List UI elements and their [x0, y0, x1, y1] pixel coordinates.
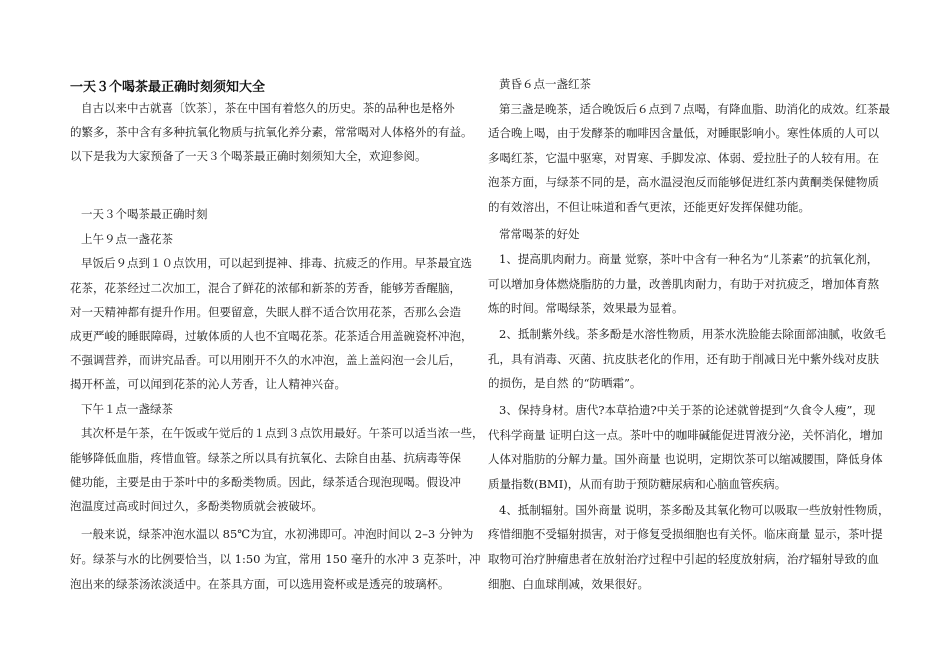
paragraph-line: 细胞、白血球削减，效果很好。 — [488, 577, 649, 591]
paragraph-line: 其次杯是午茶，在午饭或午觉后的１点到３点饮用最好。午茶可以适当浓一些， — [81, 426, 484, 440]
paragraph-line: 成更严峻的睡眠障碍，过敏体质的人也不宜喝花茶。花茶适合用盖碗瓷杯冲泡， — [70, 329, 473, 343]
paragraph-line: 泡出来的绿茶汤浓淡适中。在茶具方面，可以选用瓷杯或是透亮的玻璃杯。 — [70, 577, 450, 591]
document-title: 一天３个喝茶最正确时刻须知大全 — [70, 80, 266, 95]
paragraph-line: 早饭后９点到１０点饮用，可以起到提神、排毒、抗疲乏的作用。早茶最宜选 — [81, 256, 472, 270]
paragraph-line: 质量指数(BMI)，从而有助于预防糖尿病和心脑血管疾病。 — [488, 477, 787, 491]
paragraph-line: 炼的时间。常喝绿茶，效果最为显着。 — [488, 301, 684, 315]
paragraph-line: 以下是我为大家预备了一天３个喝茶最正确时刻须知大全，欢迎参阅。 — [70, 149, 427, 163]
paragraph-line: 人体对脂肪的分解力量。国外商量 也说明，定期饮茶可以缩减腰围，降低身体 — [488, 452, 883, 466]
paragraph-line: 花茶，花茶经过二次加工，混合了鲜花的浓郁和新茶的芳香，能够芳香醒脑， — [70, 281, 461, 295]
paragraph-line: 4、抵制辐射。国外商量 说明，茶多酚及其氧化物可以吸取一些放射性物质， — [499, 503, 890, 517]
paragraph-line: 适合晚上喝，由于发酵茶的咖啡因含量低，对睡眠影响小。寒性体质的人可以 — [488, 126, 879, 140]
paragraph-line: 可以增加身体燃烧脂肪的力量，改善肌肉耐力，有助于对抗疲乏，增加体育熬 — [488, 277, 879, 291]
paragraph-line: 1、提高肌肉耐力。商量 觉察，茶叶中含有一种名为“儿茶素”的抗氧化剂， — [499, 252, 879, 266]
subsection-heading: 下午１点一盏绿茶 — [81, 402, 173, 416]
subsection-heading: 上午９点一盏花茶 — [81, 232, 173, 246]
paragraph-line: 第三盏是晚茶，适合晚饭后６点到７点喝，有降血脂、助消化的成效。红茶最 — [499, 102, 890, 116]
paragraph-line: 一般来说，绿茶冲泡水温以 85℃为宜，水初沸即可。冲泡时间以 2–3 分钟为 — [81, 527, 474, 541]
paragraph-line: 揭开杯盖，可以闻到花茶的沁人芳香，让人精神兴奋。 — [70, 377, 346, 391]
paragraph-line: 泡茶方面，与绿茶不同的是，高水温浸泡反而能够促进红茶内黄酮类保健物质 — [488, 175, 879, 189]
paragraph-line: 疼惜细胞不受辐射损害，对于修复受损细胞也有关怀。临床商量 显示，茶叶提 — [488, 527, 883, 541]
paragraph-line: 的损伤，是自然 的“防晒霜”。 — [488, 376, 642, 390]
paragraph-line: 自古以来中古就喜〔饮茶〕，茶在中国有着悠久的历史。茶的品种也是格外 — [81, 101, 455, 115]
paragraph-line: 取物可治疗肿瘤患者在放射治疗过程中引起的轻度放射病，治疗辐射导致的血 — [488, 552, 879, 566]
section-heading: 一天３个喝茶最正确时刻 — [81, 207, 208, 221]
paragraph-line: 能够降低血脂，疼惜血管。绿茶之所以具有抗氧化、去除自由基、抗病毒等保 — [70, 451, 461, 465]
paragraph-line: 3、保持身材。唐代?本草拾遗?中关于茶的论述就曾提到“久食令人瘦”，现 — [499, 403, 876, 417]
paragraph-line: 代科学商量 证明白这一点。茶叶中的咖啡碱能促进胃液分泌，关怀消化，增加 — [488, 428, 883, 442]
paragraph-line: 多喝红茶，它温中驱寒，对胃寒、手脚发凉、体弱、爱拉肚子的人较有用。在 — [488, 151, 879, 165]
paragraph-line: 孔，具有消毒、灭菌、抗皮肤老化的作用，还有助于削减日光中紫外线对皮肤 — [488, 352, 879, 366]
paragraph-line: 对一天精神都有提升作用。但要留意，失眠人群不适合饮用花茶，否那么会造 — [70, 305, 461, 319]
paragraph-line: 健功能，主要是由于茶叶中的多酚类物质。因此，绿茶适合现泡现喝。假设冲 — [70, 475, 461, 489]
paragraph-line: 不强调营养，而讲究品香。可以用刚开不久的水冲泡，盖上盖闷泡一会儿后， — [70, 353, 461, 367]
section-heading: 常常喝茶的好处 — [499, 227, 580, 241]
paragraph-line: 好。绿茶与水的比例要恰当，以 1:50 为宜，常用 150 毫升的水冲 3 克茶叶，冲 — [70, 552, 481, 566]
subsection-heading: 黄昏６点一盏红茶 — [499, 77, 591, 91]
paragraph-line: 2、抵制紫外线。茶多酚是水溶性物质，用茶水洗脸能去除面部油腻，收敛毛 — [499, 327, 886, 341]
paragraph-line: 的有效溶出，不但让味道和香气更浓，还能更好发挥保健功能。 — [488, 200, 810, 214]
paragraph-line: 泡温度过高或时间过久，多酚类物质就会被破坏。 — [70, 499, 323, 513]
paragraph-line: 的繁多，茶中含有多种抗氧化物质与抗氧化养分素，常常喝对人体格外的有益。 — [70, 125, 473, 139]
